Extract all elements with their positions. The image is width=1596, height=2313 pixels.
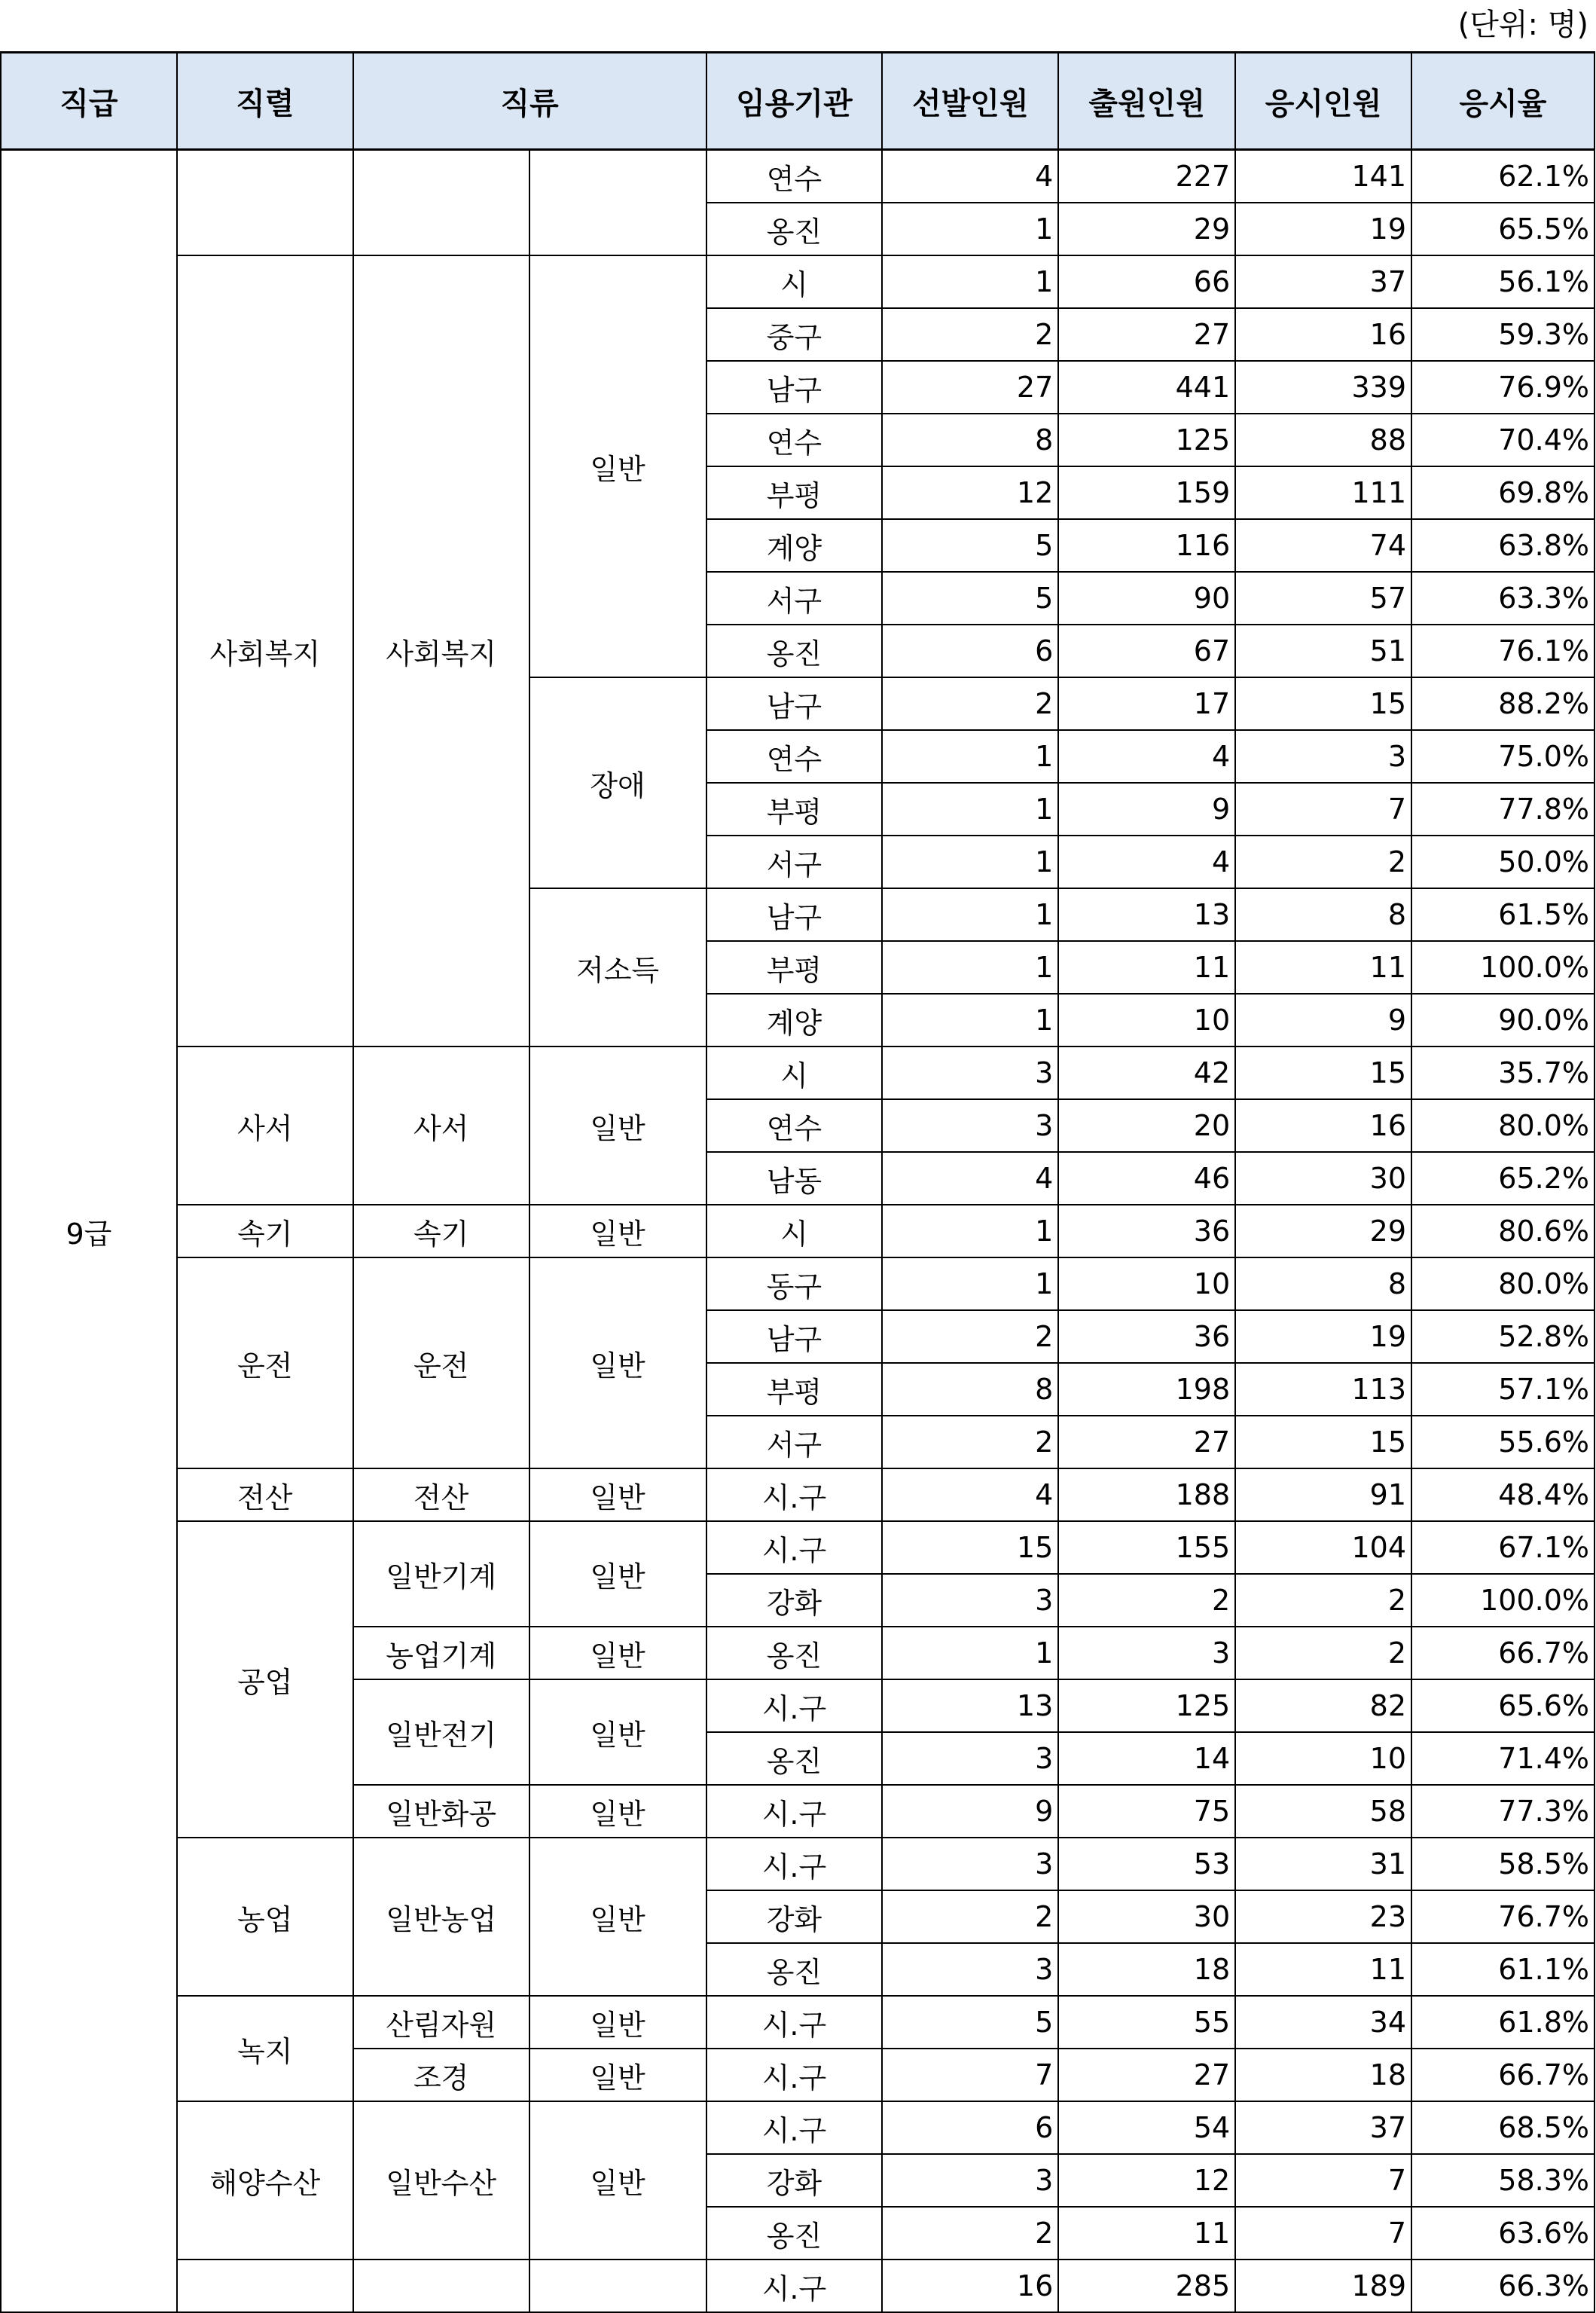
agency-cell: 시.구 bbox=[706, 1679, 883, 1732]
agency-cell: 연수 bbox=[706, 1099, 883, 1152]
rate-cell: 61.8% bbox=[1411, 1996, 1594, 2049]
took-cell: 16 bbox=[1235, 308, 1411, 361]
subclass-cell: 일반 bbox=[529, 2049, 706, 2101]
applied-cell: 27 bbox=[1058, 308, 1235, 361]
took-cell: 11 bbox=[1235, 1943, 1411, 1996]
took-cell: 8 bbox=[1235, 888, 1411, 941]
took-cell: 3 bbox=[1235, 730, 1411, 783]
selected-cell: 3 bbox=[882, 1574, 1058, 1627]
took-cell: 2 bbox=[1235, 1627, 1411, 1679]
took-cell: 23 bbox=[1235, 1890, 1411, 1943]
class-cell: 일반수산 bbox=[353, 2101, 529, 2260]
applied-cell: 116 bbox=[1058, 519, 1235, 572]
selected-cell: 8 bbox=[882, 1363, 1058, 1416]
agency-cell: 옹진 bbox=[706, 625, 883, 677]
header-took: 응시인원 bbox=[1235, 53, 1411, 150]
rate-cell: 58.3% bbox=[1411, 2154, 1594, 2207]
rate-cell: 68.5% bbox=[1411, 2101, 1594, 2154]
subclass-cell bbox=[529, 150, 706, 256]
selected-cell: 3 bbox=[882, 1047, 1058, 1099]
series-cell: 공업 bbox=[177, 1521, 353, 1838]
selected-cell: 9 bbox=[882, 1785, 1058, 1838]
selected-cell: 2 bbox=[882, 677, 1058, 730]
took-cell: 37 bbox=[1235, 2101, 1411, 2154]
applied-cell: 27 bbox=[1058, 2049, 1235, 2101]
agency-cell: 남구 bbox=[706, 1310, 883, 1363]
took-cell: 16 bbox=[1235, 1099, 1411, 1152]
class-cell bbox=[353, 2260, 529, 2312]
selected-cell: 2 bbox=[882, 2207, 1058, 2260]
header-grade: 직급 bbox=[1, 53, 177, 150]
applied-cell: 159 bbox=[1058, 466, 1235, 519]
selected-cell: 4 bbox=[882, 1468, 1058, 1521]
agency-cell: 시 bbox=[706, 255, 883, 308]
rate-cell: 65.2% bbox=[1411, 1152, 1594, 1205]
rate-cell: 66.7% bbox=[1411, 1627, 1594, 1679]
applied-cell: 46 bbox=[1058, 1152, 1235, 1205]
applied-cell: 3 bbox=[1058, 1627, 1235, 1679]
took-cell: 141 bbox=[1235, 150, 1411, 203]
agency-cell: 서구 bbox=[706, 1416, 883, 1468]
series-cell: 전산 bbox=[177, 1468, 353, 1521]
rate-cell: 35.7% bbox=[1411, 1047, 1594, 1099]
subclass-cell bbox=[529, 2260, 706, 2312]
agency-cell: 옹진 bbox=[706, 1627, 883, 1679]
selected-cell: 13 bbox=[882, 1679, 1058, 1732]
took-cell: 2 bbox=[1235, 836, 1411, 888]
selected-cell: 2 bbox=[882, 308, 1058, 361]
rate-cell: 70.4% bbox=[1411, 414, 1594, 466]
rate-cell: 58.5% bbox=[1411, 1838, 1594, 1890]
took-cell: 15 bbox=[1235, 1047, 1411, 1099]
selected-cell: 15 bbox=[882, 1521, 1058, 1574]
took-cell: 51 bbox=[1235, 625, 1411, 677]
class-cell: 농업기계 bbox=[353, 1627, 529, 1679]
class-cell: 산림자원 bbox=[353, 1996, 529, 2049]
selected-cell: 1 bbox=[882, 1257, 1058, 1310]
subclass-cell: 일반 bbox=[529, 1627, 706, 1679]
took-cell: 82 bbox=[1235, 1679, 1411, 1732]
selected-cell: 3 bbox=[882, 1838, 1058, 1890]
agency-cell: 서구 bbox=[706, 836, 883, 888]
agency-cell: 시.구 bbox=[706, 1468, 883, 1521]
rate-cell: 100.0% bbox=[1411, 1574, 1594, 1627]
applied-cell: 54 bbox=[1058, 2101, 1235, 2154]
rate-cell: 80.0% bbox=[1411, 1099, 1594, 1152]
selected-cell: 3 bbox=[882, 2154, 1058, 2207]
rate-cell: 80.0% bbox=[1411, 1257, 1594, 1310]
selected-cell: 6 bbox=[882, 625, 1058, 677]
class-cell: 일반기계 bbox=[353, 1521, 529, 1627]
took-cell: 31 bbox=[1235, 1838, 1411, 1890]
subclass-cell: 저소득 bbox=[529, 888, 706, 1047]
took-cell: 29 bbox=[1235, 1205, 1411, 1257]
applied-cell: 36 bbox=[1058, 1310, 1235, 1363]
series-cell: 운전 bbox=[177, 1257, 353, 1468]
agency-cell: 시 bbox=[706, 1205, 883, 1257]
took-cell: 2 bbox=[1235, 1574, 1411, 1627]
applied-cell: 17 bbox=[1058, 677, 1235, 730]
took-cell: 58 bbox=[1235, 1785, 1411, 1838]
subclass-cell: 일반 bbox=[529, 1521, 706, 1627]
applied-cell: 29 bbox=[1058, 203, 1235, 255]
rate-cell: 63.8% bbox=[1411, 519, 1594, 572]
took-cell: 9 bbox=[1235, 994, 1411, 1047]
applied-cell: 10 bbox=[1058, 994, 1235, 1047]
agency-cell: 강화 bbox=[706, 1890, 883, 1943]
agency-cell: 연수 bbox=[706, 150, 883, 203]
took-cell: 88 bbox=[1235, 414, 1411, 466]
took-cell: 30 bbox=[1235, 1152, 1411, 1205]
table-row bbox=[1, 1257, 1594, 1310]
selected-cell: 1 bbox=[882, 994, 1058, 1047]
applied-cell: 66 bbox=[1058, 255, 1235, 308]
took-cell: 18 bbox=[1235, 2049, 1411, 2101]
header-row bbox=[1, 53, 1594, 150]
series-cell: 해양수산 bbox=[177, 2101, 353, 2260]
agency-cell: 강화 bbox=[706, 1574, 883, 1627]
selected-cell: 4 bbox=[882, 1152, 1058, 1205]
class-cell: 일반전기 bbox=[353, 1679, 529, 1785]
selected-cell: 16 bbox=[882, 2260, 1058, 2312]
rate-cell: 50.0% bbox=[1411, 836, 1594, 888]
subclass-cell: 일반 bbox=[529, 1257, 706, 1468]
agency-cell: 서구 bbox=[706, 572, 883, 625]
took-cell: 15 bbox=[1235, 1416, 1411, 1468]
class-cell: 속기 bbox=[353, 1205, 529, 1257]
rate-cell: 76.9% bbox=[1411, 361, 1594, 414]
agency-cell: 시.구 bbox=[706, 1521, 883, 1574]
subclass-cell: 일반 bbox=[529, 1838, 706, 1996]
applied-cell: 2 bbox=[1058, 1574, 1235, 1627]
selected-cell: 1 bbox=[882, 888, 1058, 941]
selected-cell: 1 bbox=[882, 203, 1058, 255]
applied-cell: 14 bbox=[1058, 1732, 1235, 1785]
series-cell: 속기 bbox=[177, 1205, 353, 1257]
rate-cell: 52.8% bbox=[1411, 1310, 1594, 1363]
rate-cell: 57.1% bbox=[1411, 1363, 1594, 1416]
selected-cell: 1 bbox=[882, 941, 1058, 994]
applied-cell: 30 bbox=[1058, 1890, 1235, 1943]
agency-cell: 시.구 bbox=[706, 2101, 883, 2154]
agency-cell: 옹진 bbox=[706, 1943, 883, 1996]
table-row bbox=[1, 1521, 1594, 1574]
subclass-cell: 일반 bbox=[529, 1785, 706, 1838]
selected-cell: 6 bbox=[882, 2101, 1058, 2154]
selected-cell: 3 bbox=[882, 1732, 1058, 1785]
agency-cell: 부평 bbox=[706, 1363, 883, 1416]
subclass-cell: 일반 bbox=[529, 255, 706, 677]
took-cell: 113 bbox=[1235, 1363, 1411, 1416]
rate-cell: 66.3% bbox=[1411, 2260, 1594, 2312]
applied-cell: 11 bbox=[1058, 941, 1235, 994]
subclass-cell: 장애 bbox=[529, 677, 706, 888]
agency-cell: 계양 bbox=[706, 994, 883, 1047]
applied-cell: 20 bbox=[1058, 1099, 1235, 1152]
took-cell: 8 bbox=[1235, 1257, 1411, 1310]
applied-cell: 4 bbox=[1058, 836, 1235, 888]
agency-cell: 계양 bbox=[706, 519, 883, 572]
took-cell: 57 bbox=[1235, 572, 1411, 625]
applied-cell: 198 bbox=[1058, 1363, 1235, 1416]
took-cell: 7 bbox=[1235, 783, 1411, 836]
selected-cell: 3 bbox=[882, 1943, 1058, 1996]
agency-cell: 동구 bbox=[706, 1257, 883, 1310]
took-cell: 7 bbox=[1235, 2154, 1411, 2207]
header-rate: 응시율 bbox=[1411, 53, 1594, 150]
rate-cell: 63.6% bbox=[1411, 2207, 1594, 2260]
took-cell: 19 bbox=[1235, 1310, 1411, 1363]
rate-cell: 76.7% bbox=[1411, 1890, 1594, 1943]
series-cell: 농업 bbox=[177, 1838, 353, 1996]
rate-cell: 61.5% bbox=[1411, 888, 1594, 941]
selected-cell: 7 bbox=[882, 2049, 1058, 2101]
rate-cell: 69.8% bbox=[1411, 466, 1594, 519]
agency-cell: 연수 bbox=[706, 414, 883, 466]
series-cell bbox=[177, 2260, 353, 2312]
applied-cell: 4 bbox=[1058, 730, 1235, 783]
applied-cell: 125 bbox=[1058, 414, 1235, 466]
applied-cell: 90 bbox=[1058, 572, 1235, 625]
selected-cell: 2 bbox=[882, 1416, 1058, 1468]
rate-cell: 80.6% bbox=[1411, 1205, 1594, 1257]
selected-cell: 5 bbox=[882, 519, 1058, 572]
selected-cell: 2 bbox=[882, 1890, 1058, 1943]
agency-cell: 옹진 bbox=[706, 2207, 883, 2260]
header-agency: 임용기관 bbox=[706, 53, 883, 150]
subclass-cell: 일반 bbox=[529, 2101, 706, 2260]
subclass-cell: 일반 bbox=[529, 1468, 706, 1521]
took-cell: 10 bbox=[1235, 1732, 1411, 1785]
table-row bbox=[1, 1838, 1594, 1890]
rate-cell: 55.6% bbox=[1411, 1416, 1594, 1468]
took-cell: 91 bbox=[1235, 1468, 1411, 1521]
class-cell: 사회복지 bbox=[353, 255, 529, 1047]
class-cell: 운전 bbox=[353, 1257, 529, 1468]
applied-cell: 75 bbox=[1058, 1785, 1235, 1838]
rate-cell: 65.5% bbox=[1411, 203, 1594, 255]
header-class: 직류 bbox=[353, 53, 706, 150]
table-row bbox=[1, 1468, 1594, 1521]
applied-cell: 155 bbox=[1058, 1521, 1235, 1574]
applied-cell: 55 bbox=[1058, 1996, 1235, 2049]
agency-cell: 연수 bbox=[706, 730, 883, 783]
agency-cell: 강화 bbox=[706, 2154, 883, 2207]
rate-cell: 63.3% bbox=[1411, 572, 1594, 625]
rate-cell: 71.4% bbox=[1411, 1732, 1594, 1785]
agency-cell: 옹진 bbox=[706, 1732, 883, 1785]
applied-cell: 125 bbox=[1058, 1679, 1235, 1732]
applied-cell: 188 bbox=[1058, 1468, 1235, 1521]
agency-cell: 남구 bbox=[706, 888, 883, 941]
subclass-cell: 일반 bbox=[529, 1047, 706, 1205]
table-row bbox=[1, 2260, 1594, 2312]
took-cell: 339 bbox=[1235, 361, 1411, 414]
took-cell: 34 bbox=[1235, 1996, 1411, 2049]
selected-cell: 12 bbox=[882, 466, 1058, 519]
selected-cell: 2 bbox=[882, 1310, 1058, 1363]
rate-cell: 59.3% bbox=[1411, 308, 1594, 361]
applied-cell: 42 bbox=[1058, 1047, 1235, 1099]
applied-cell: 285 bbox=[1058, 2260, 1235, 2312]
selected-cell: 8 bbox=[882, 414, 1058, 466]
class-cell: 일반농업 bbox=[353, 1838, 529, 1996]
agency-cell: 남동 bbox=[706, 1152, 883, 1205]
took-cell: 11 bbox=[1235, 941, 1411, 994]
agency-cell: 옹진 bbox=[706, 203, 883, 255]
header-applied: 출원인원 bbox=[1058, 53, 1235, 150]
applied-cell: 227 bbox=[1058, 150, 1235, 203]
rate-cell: 61.1% bbox=[1411, 1943, 1594, 1996]
applied-cell: 27 bbox=[1058, 1416, 1235, 1468]
took-cell: 19 bbox=[1235, 203, 1411, 255]
agency-cell: 시.구 bbox=[706, 1838, 883, 1890]
applied-cell: 36 bbox=[1058, 1205, 1235, 1257]
selected-cell: 1 bbox=[882, 836, 1058, 888]
agency-cell: 시.구 bbox=[706, 1785, 883, 1838]
took-cell: 7 bbox=[1235, 2207, 1411, 2260]
selected-cell: 4 bbox=[882, 150, 1058, 203]
rate-cell: 90.0% bbox=[1411, 994, 1594, 1047]
agency-cell: 남구 bbox=[706, 677, 883, 730]
series-cell bbox=[177, 150, 353, 256]
rate-cell: 67.1% bbox=[1411, 1521, 1594, 1574]
rate-cell: 65.6% bbox=[1411, 1679, 1594, 1732]
header-selected: 선발인원 bbox=[882, 53, 1058, 150]
rate-cell: 100.0% bbox=[1411, 941, 1594, 994]
applied-cell: 53 bbox=[1058, 1838, 1235, 1890]
took-cell: 189 bbox=[1235, 2260, 1411, 2312]
selected-cell: 5 bbox=[882, 1996, 1058, 2049]
selected-cell: 1 bbox=[882, 783, 1058, 836]
recruitment-table bbox=[0, 51, 1595, 2313]
table-row bbox=[1, 1205, 1594, 1257]
rate-cell: 77.8% bbox=[1411, 783, 1594, 836]
table-row bbox=[1, 1996, 1594, 2049]
applied-cell: 9 bbox=[1058, 783, 1235, 836]
subclass-cell: 일반 bbox=[529, 1679, 706, 1785]
table-row bbox=[1, 1047, 1594, 1099]
class-cell: 전산 bbox=[353, 1468, 529, 1521]
selected-cell: 1 bbox=[882, 730, 1058, 783]
header-series: 직렬 bbox=[177, 53, 353, 150]
agency-cell: 부평 bbox=[706, 783, 883, 836]
agency-cell: 부평 bbox=[706, 466, 883, 519]
applied-cell: 11 bbox=[1058, 2207, 1235, 2260]
applied-cell: 67 bbox=[1058, 625, 1235, 677]
agency-cell: 부평 bbox=[706, 941, 883, 994]
series-cell: 사서 bbox=[177, 1047, 353, 1205]
took-cell: 37 bbox=[1235, 255, 1411, 308]
class-cell bbox=[353, 150, 529, 256]
agency-cell: 시.구 bbox=[706, 2049, 883, 2101]
agency-cell: 중구 bbox=[706, 308, 883, 361]
grade-cell: 9급 bbox=[1, 150, 177, 2313]
applied-cell: 18 bbox=[1058, 1943, 1235, 1996]
table-row bbox=[1, 2101, 1594, 2154]
class-cell: 조경 bbox=[353, 2049, 529, 2101]
series-cell: 사회복지 bbox=[177, 255, 353, 1047]
applied-cell: 13 bbox=[1058, 888, 1235, 941]
took-cell: 111 bbox=[1235, 466, 1411, 519]
applied-cell: 441 bbox=[1058, 361, 1235, 414]
rate-cell: 48.4% bbox=[1411, 1468, 1594, 1521]
rate-cell: 56.1% bbox=[1411, 255, 1594, 308]
subclass-cell: 일반 bbox=[529, 1996, 706, 2049]
selected-cell: 1 bbox=[882, 255, 1058, 308]
subclass-cell: 일반 bbox=[529, 1205, 706, 1257]
applied-cell: 12 bbox=[1058, 2154, 1235, 2207]
unit-label: (단위: 명) bbox=[1457, 8, 1588, 42]
selected-cell: 1 bbox=[882, 1627, 1058, 1679]
selected-cell: 27 bbox=[882, 361, 1058, 414]
class-cell: 사서 bbox=[353, 1047, 529, 1205]
agency-cell: 남구 bbox=[706, 361, 883, 414]
selected-cell: 1 bbox=[882, 1205, 1058, 1257]
table-row bbox=[1, 150, 1594, 203]
applied-cell: 10 bbox=[1058, 1257, 1235, 1310]
took-cell: 15 bbox=[1235, 677, 1411, 730]
rate-cell: 88.2% bbox=[1411, 677, 1594, 730]
took-cell: 104 bbox=[1235, 1521, 1411, 1574]
series-cell: 녹지 bbox=[177, 1996, 353, 2101]
rate-cell: 62.1% bbox=[1411, 150, 1594, 203]
rate-cell: 66.7% bbox=[1411, 2049, 1594, 2101]
table-row bbox=[1, 255, 1594, 308]
rate-cell: 76.1% bbox=[1411, 625, 1594, 677]
class-cell: 일반화공 bbox=[353, 1785, 529, 1838]
took-cell: 74 bbox=[1235, 519, 1411, 572]
rate-cell: 77.3% bbox=[1411, 1785, 1594, 1838]
agency-cell: 시.구 bbox=[706, 1996, 883, 2049]
agency-cell: 시 bbox=[706, 1047, 883, 1099]
selected-cell: 5 bbox=[882, 572, 1058, 625]
rate-cell: 75.0% bbox=[1411, 730, 1594, 783]
agency-cell: 시.구 bbox=[706, 2260, 883, 2312]
selected-cell: 3 bbox=[882, 1099, 1058, 1152]
